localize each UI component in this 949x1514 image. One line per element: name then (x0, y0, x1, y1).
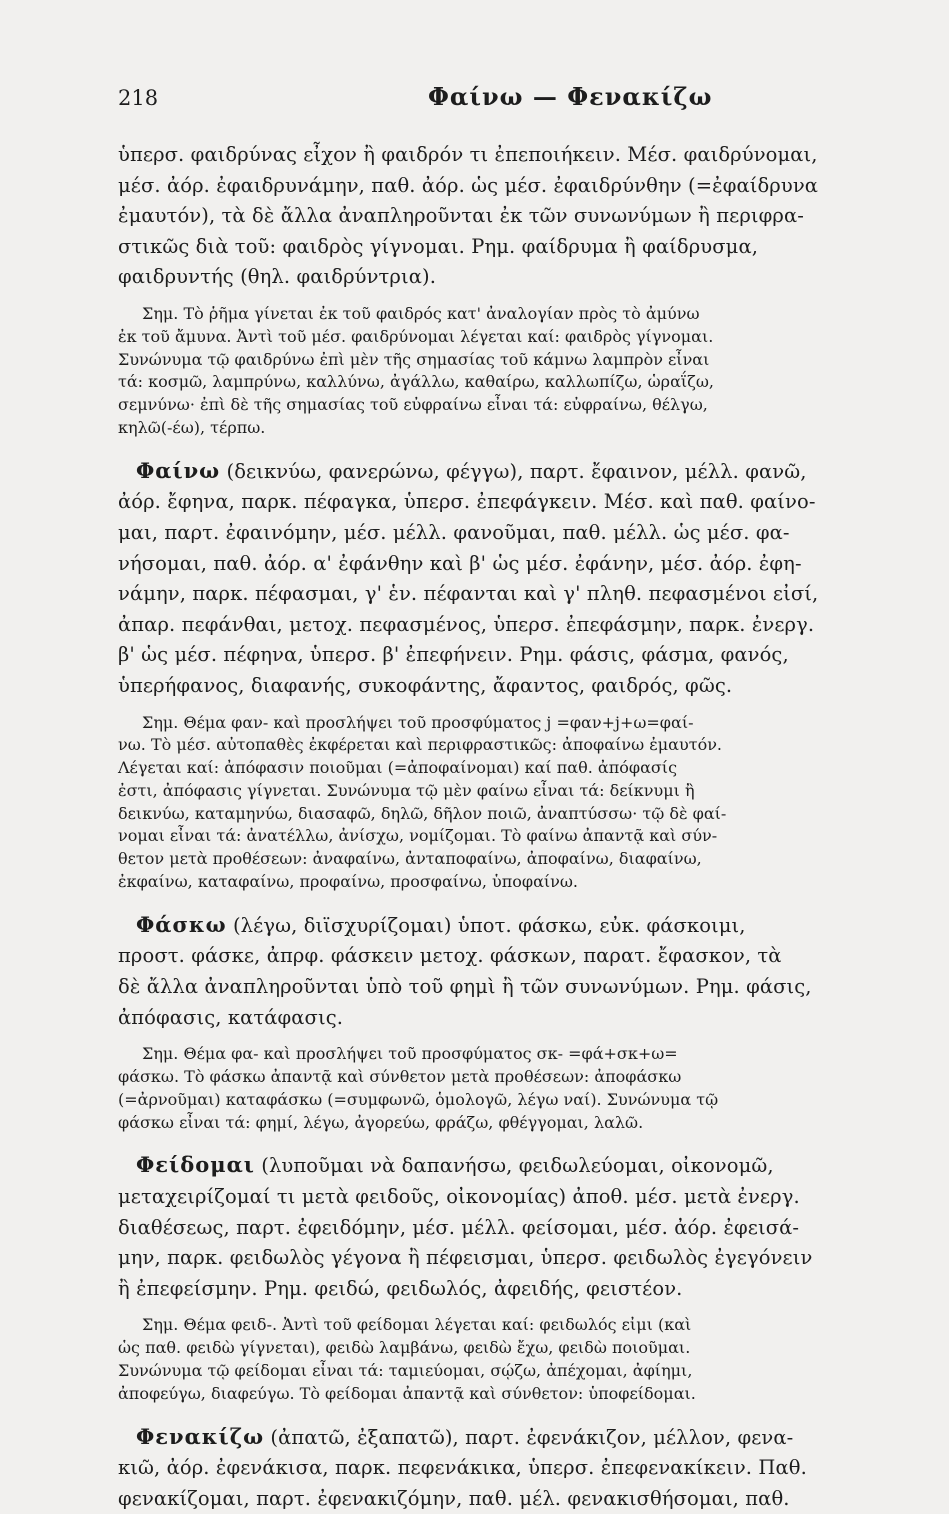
text-line (118, 712, 936, 735)
line-text: θετον μετὰ προθέσεων: ἀναφαίνω, ἀνταποφαίνω, ἀποφαίνω, διαφαίνω, (118, 849, 702, 869)
dictionary-entry (118, 456, 936, 702)
line-text: Σημ. Τὸ ῥῆμα γίνεται ἐκ τοῦ φαιδρός κατ' ἀναλογίαν πρὸς τὸ ἀμύνω (142, 303, 700, 323)
line-text: φάσκω εἶναι τά: φημί, λέγω, ἀγορεύω, φράζω, φθέγγομαι, λαλῶ. (118, 1112, 644, 1132)
line-text: τά: κοσμῶ, λαμπρύνω, καλλύνω, ἀγάλλω, καθαίρω, καλλωπίζω, ὡραΐζω, (118, 372, 714, 392)
text-line (118, 1213, 936, 1244)
line-text: μαι, παρτ. ἐφαινόμην, μέσ. μέλλ. φανοῦμαι, παθ. μέλλ. ὡς μέσ. φα- (118, 520, 790, 544)
spacer (118, 1134, 936, 1150)
text-line (118, 518, 936, 549)
line-text: ἐμαυτόν), τὰ δὲ ἄλλα ἀναπληροῦνται ἐκ τῶν συνωνύμων ἢ περιφρα- (118, 204, 804, 228)
line-text: ἐκ τοῦ ἄμυνα. Ἀντὶ τοῦ μέσ. φαιδρύνομαι λέγεται καί: φαιδρὸς γίγνομαι. (118, 326, 714, 346)
grammar-note (118, 303, 936, 440)
text-line (118, 871, 936, 894)
text-line (118, 640, 936, 671)
line-text: κιῶ, ἀόρ. ἐφενάκισα, παρκ. πεφενάκικα, ὑπερσ. ἐπεφενακίκειν. Παθ. (118, 1456, 807, 1480)
page-header (118, 80, 889, 120)
line-text: β' ὡς μέσ. πέφηνα, ὑπερσ. β' ἐπεφήνειν. Ρημ. φάσις, φάσμα, φανός, (118, 643, 789, 667)
line-text: Σημ. Θέμα φειδ-. Ἀντὶ τοῦ φείδομαι λέγεται καί: φειδωλός εἰμι (καὶ (142, 1315, 692, 1335)
text-line (118, 371, 936, 394)
text-line (118, 1182, 936, 1213)
line-text: κηλῶ(-έω), τέρπω. (118, 417, 266, 437)
text-line (118, 1150, 936, 1182)
text-line (118, 1422, 936, 1454)
dictionary-entry (118, 1422, 936, 1514)
grammar-note (118, 712, 936, 894)
dictionary-entry (118, 140, 936, 293)
line-text: νάμην, παρκ. πέφασμαι, γ' ἑν. πέφανται καὶ γ' πληθ. πεφασμένοι εἰσί, (118, 582, 819, 606)
text-line (118, 394, 936, 417)
spacer (118, 894, 936, 910)
line-text: ἀπαρ. πεφάνθαι, μετοχ. πεφασμένος, ὑπερσ. ἐπεφάσμην, παρκ. ἐνεργ. (118, 612, 815, 636)
page-body (118, 140, 936, 1514)
text-line (118, 1003, 936, 1034)
line-text: ἢ ἐπεφείσμην. Ρημ. φειδώ, φειδωλός, ἀφειδής, φειστέον. (118, 1276, 683, 1300)
text-line (118, 140, 936, 171)
line-text: δὲ ἄλλα ἀναπληροῦνται ὑπὸ τοῦ φημὶ ἢ τῶν συνωνύμων. Ρημ. φάσις, (118, 975, 812, 999)
text-line (118, 803, 936, 826)
text-line (118, 1453, 936, 1484)
line-text: διαθέσεως, παρτ. ἐφειδόμην, μέσ. μέλλ. φείσομαι, μέσ. ἀόρ. ἐφεισά- (118, 1215, 800, 1239)
line-text: (λυποῦμαι νὰ δαπανήσω, φειδωλεύομαι, οἰκονομῶ, (254, 1154, 774, 1178)
text-line (118, 201, 936, 232)
line-text: φενακίζομαι, παρτ. ἐφενακιζόμην, παθ. μέλ. φενακισθήσομαι, παθ. (118, 1486, 790, 1510)
line-text: (δεικνύω, φανερώνω, φέγγω), παρτ. ἔφαινον, μέλλ. φανῶ, (220, 459, 807, 483)
text-line (118, 671, 936, 702)
headword: Φάσκω (136, 911, 227, 937)
text-line (118, 1274, 936, 1305)
line-text: φάσκω. Τὸ φάσκω ἀπαντᾷ καὶ σύνθετον μετὰ προθέσεων: ἀποφάσκω (118, 1067, 682, 1087)
grammar-note (118, 1043, 936, 1134)
line-text: ὑπερήφανος, διαφανής, συκοφάντης, ἄφαντος, φαιδρός, φῶς. (118, 673, 733, 697)
line-text: ἀποφεύγω, διαφεύγω. Τὸ φείδομαι ἀπαντᾷ καὶ σύνθετον: ὑποφείδομαι. (118, 1383, 696, 1403)
text-line (118, 326, 936, 349)
spacer (118, 1406, 936, 1422)
text-line (118, 579, 936, 610)
text-line (118, 972, 936, 1003)
line-text: φαιδρυντής (θηλ. φαιδρύντρια). (118, 265, 437, 289)
text-line (118, 780, 936, 803)
line-text: δεικνύω, καταμηνύω, διασαφῶ, δηλῶ, δῆλον ποιῶ, ἀναπτύσσω· τῷ δὲ φαί- (118, 803, 727, 823)
line-text: Συνώνυμα τῷ φαιδρύνω ἐπὶ μὲν τῆς σημασίας τοῦ κάμνω λαμπρὸν εἶναι (118, 349, 710, 369)
line-text: Σημ. Θέμα φα- καὶ προσλήψει τοῦ προσφύματος σκ- =φά+σκ+ω= (142, 1044, 678, 1064)
line-text: ὡς παθ. φειδὼ γίγνεται), φειδὼ λαμβάνω, φειδὼ ἔχω, φειδὼ ποιοῦμαι. (118, 1338, 691, 1358)
text-line (118, 262, 936, 293)
line-text: ἐκφαίνω, καταφαίνω, προφαίνω, προσφαίνω, ὑποφαίνω. (118, 872, 578, 892)
line-text: νω. Τὸ μέσ. αὐτοπαθὲς ἐκφέρεται καὶ περιφραστικῶς: ἀποφαίνω ἐμαυτόν. (118, 735, 723, 755)
text-line (118, 825, 936, 848)
headword: Φενακίζω (136, 1423, 265, 1449)
text-line (118, 456, 936, 488)
headword: Φαίνω (136, 457, 221, 483)
line-text: (=ἀρνοῦμαι) καταφάσκω (=συμφωνῶ, ὁμολογῶ, λέγω ναί). Συνώνυμα τῷ (118, 1089, 719, 1109)
spacer (118, 1033, 936, 1043)
text-line (118, 734, 936, 757)
text-line (118, 1314, 936, 1337)
headword: Φείδομαι (136, 1152, 255, 1178)
text-line (118, 417, 936, 440)
page-number: 218 (118, 86, 159, 110)
text-line (118, 549, 936, 580)
line-text: (λέγω, διϊσχυρίζομαι) ὑποτ. φάσκω, εὐκ. φάσκοιμι, (226, 913, 746, 937)
spacer (118, 1304, 936, 1314)
line-text: Σημ. Θέμα φαν- καὶ προσλήψει τοῦ προσφύματος j =φαν+j+ω=φαί- (142, 712, 694, 732)
line-text: ἀπόφασις, κατάφασις. (118, 1005, 344, 1029)
text-line (118, 1383, 936, 1406)
line-text: σεμνύνω· ἐπὶ δὲ τῆς σημασίας τοῦ εὐφραίνω εἶναι τά: εὐφραίνω, θέλγω, (118, 395, 708, 415)
text-line (118, 941, 936, 972)
text-line (118, 1112, 936, 1135)
text-line (118, 848, 936, 871)
text-line (118, 232, 936, 263)
grammar-note (118, 1314, 936, 1405)
line-text: μεταχειρίζομαί τι μετὰ φειδοῦς, οἰκονομίας) ἀποθ. μέσ. μετὰ ἐνεργ. (118, 1185, 800, 1209)
text-line (118, 171, 936, 202)
line-text: Συνώνυμα τῷ φείδομαι εἶναι τά: ταμιεύομαι, σῴζω, ἀπέχομαι, ἀφίημι, (118, 1361, 693, 1380)
spacer (118, 293, 936, 303)
text-line (118, 910, 936, 942)
text-line (118, 757, 936, 780)
line-text: μην, παρκ. φειδωλὸς γέγονα ἢ πέφεισμαι, ὑπερσ. φειδωλὸς ἐγεγόνειν (118, 1246, 813, 1270)
line-text: ἐστι, ἀπόφασις γίγνεται. Συνώνυμα τῷ μὲν φαίνω εἶναι τά: δείκνυμι ἢ (118, 780, 695, 800)
text-line (118, 303, 936, 326)
text-line (118, 1243, 936, 1274)
dictionary-entry (118, 910, 936, 1033)
dictionary-entry (118, 1150, 936, 1304)
spacer (118, 702, 936, 712)
line-text: μέσ. ἀόρ. ἐφαιδρυνάμην, παθ. ἀόρ. ὡς μέσ. ἐφαιδρύνθην (=ἐφαίδρυνα (118, 173, 819, 197)
line-text: στικῶς διὰ τοῦ: φαιδρὸς γίγνομαι. Ρημ. φαίδρυμα ἢ φαίδρυσμα, (118, 234, 759, 258)
text-line (118, 1337, 936, 1360)
line-text: νήσομαι, παθ. ἀόρ. α' ἐφάνθην καὶ β' ὡς μέσ. ἐφάνην, μέσ. ἀόρ. ἐφη- (118, 551, 802, 575)
line-text: (ἀπατῶ, ἐξαπατῶ), παρτ. ἐφενάκιζον, μέλλον, φενα- (264, 1425, 794, 1449)
text-line (118, 610, 936, 641)
spacer (118, 440, 936, 456)
line-text: ὑπερσ. φαιδρύνας εἶχον ἢ φαιδρόν τι ἐπεποιήκειν. Μέσ. φαιδρύνομαι, (118, 143, 818, 166)
text-line (118, 1360, 936, 1383)
text-line (118, 487, 936, 518)
line-text: νομαι εἶναι τά: ἀνατέλλω, ἀνίσχω, νομίζομαι. Τὸ φαίνω ἀπαντᾷ καὶ σύν- (118, 826, 718, 846)
running-head: Φαίνω — Φενακίζω (428, 82, 713, 111)
text-line (118, 1043, 936, 1066)
line-text: ἀόρ. ἔφηνα, παρκ. πέφαγκα, ὑπερσ. ἐπεφάγκειν. Μέσ. καὶ παθ. φαίνο- (118, 490, 816, 514)
text-line (118, 1066, 936, 1089)
text-line (118, 349, 936, 372)
line-text: προστ. φάσκε, ἀπρφ. φάσκειν μετοχ. φάσκων, παρατ. ἔφασκον, τὰ (118, 944, 782, 968)
line-text: Λέγεται καί: ἀπόφασιν ποιοῦμαι (=ἀποφαίνομαι) καί παθ. ἀπόφασίς (118, 758, 678, 778)
text-line (118, 1089, 936, 1112)
text-line (118, 1484, 936, 1514)
